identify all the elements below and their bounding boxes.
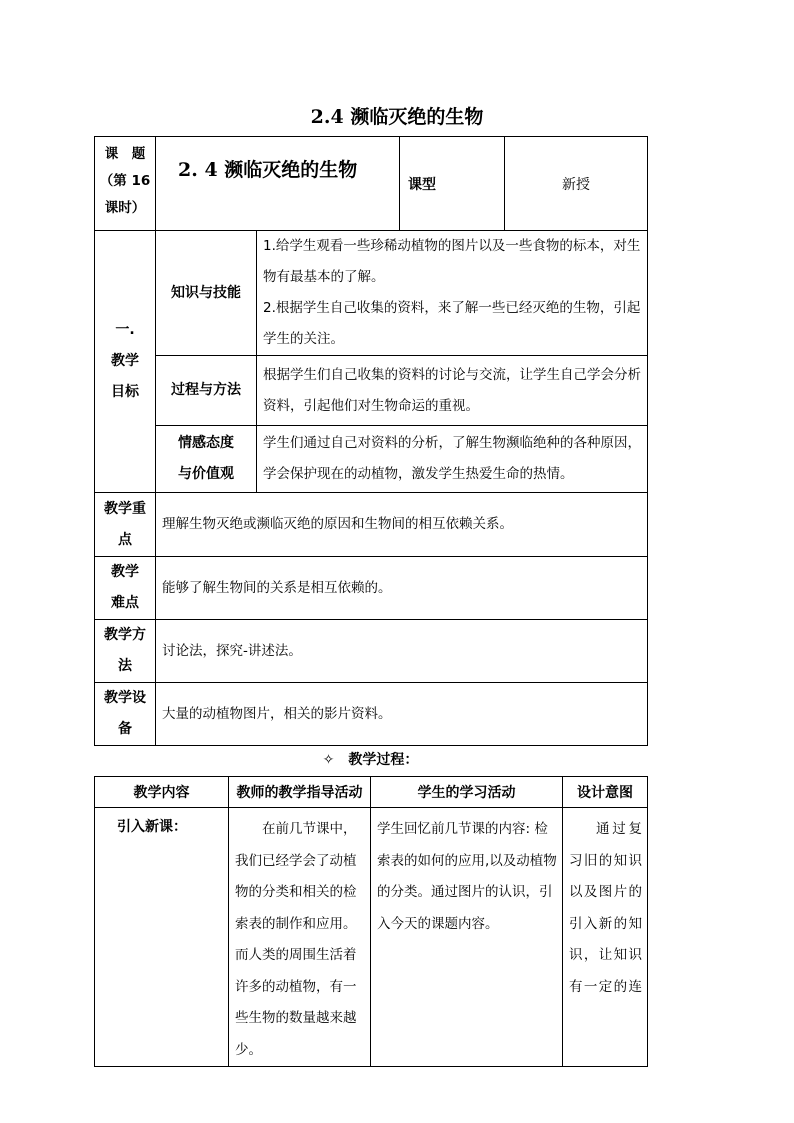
objective-text-process: 根据学生们自己收集的资料的讨论与交流，让学生自己学会分析资料，引起他们对生物命运的重视。 bbox=[257, 356, 648, 426]
objective-paragraph: 2.根据学生自己收集的资料，来了解一些已经灭绝的生物，引起学生的关注。 bbox=[263, 300, 641, 347]
course-label-line: 课时） bbox=[104, 200, 146, 216]
lesson-type-value: 新授 bbox=[505, 137, 648, 231]
lesson-info-table bbox=[94, 136, 648, 746]
course-label-line: （第 16 bbox=[99, 173, 151, 189]
design-intent-cell: 通过复习旧的知识以及图片的引入新的知识，让知识有一定的连 bbox=[563, 808, 648, 1067]
objective-text-emotion: 学生们通过自己对资料的分析，了解生物濒临绝种的各种原因，学会保护现在的动植物，激发学生热爱生命的热情。 bbox=[257, 426, 648, 493]
teacher-activity-cell: 在前几节课中，我们已经学会了动植物的分类和相关的检索表的制作和应用。而人类的周围生活着许多的动植物，有一些生物的数量越来越少。 bbox=[229, 808, 371, 1067]
difficulties-text: 能够了解生物间的关系是相互依赖的。 bbox=[156, 557, 648, 620]
column-header-teacher: 教师的教学指导活动 bbox=[229, 777, 371, 808]
row-label-line: 教学设 bbox=[104, 690, 146, 706]
process-heading bbox=[94, 747, 647, 773]
row-label-line: 法 bbox=[118, 658, 132, 674]
objectives-section-label bbox=[95, 231, 156, 493]
course-label-line: 课 题 bbox=[104, 146, 146, 162]
objective-text-knowledge bbox=[257, 231, 648, 356]
lesson-title: 2. 4 濒临灭绝的生物 bbox=[156, 137, 400, 231]
objectives-label-line: 一. bbox=[115, 322, 135, 338]
equipment-text: 大量的动植物图片，相关的影片资料。 bbox=[156, 683, 648, 746]
process-content-cell: 引入新课： bbox=[95, 808, 229, 1067]
page-title: 2.4 濒临灭绝的生物 bbox=[310, 106, 484, 128]
row-label-line: 教学重 bbox=[104, 500, 146, 517]
row-label-line: 点 bbox=[118, 531, 132, 548]
course-label-cell bbox=[95, 137, 156, 231]
process-heading-text: 教学过程： bbox=[348, 752, 419, 768]
lesson-type-label: 课型 bbox=[400, 137, 505, 231]
column-header-student: 学生的学习活动 bbox=[371, 777, 563, 808]
objectives-label-line: 目标 bbox=[111, 384, 139, 400]
row-label-line: 教学 bbox=[111, 564, 139, 580]
objective-label-line: 与价值观 bbox=[178, 466, 234, 482]
objective-label-emotion bbox=[156, 426, 257, 493]
key-points-label bbox=[95, 493, 156, 557]
difficulties-label bbox=[95, 557, 156, 620]
equipment-label bbox=[95, 683, 156, 746]
column-header-content: 教学内容 bbox=[95, 777, 229, 808]
objective-label-line: 情感态度 bbox=[178, 435, 234, 451]
row-label-line: 难点 bbox=[111, 595, 139, 611]
objective-label-knowledge: 知识与技能 bbox=[156, 231, 257, 356]
column-header-intent: 设计意图 bbox=[563, 777, 648, 808]
objective-label-process: 过程与方法 bbox=[156, 356, 257, 426]
objective-paragraph: 1.给学生观看一些珍稀动植物的图片以及一些食物的标本，对生物有最基本的了解。 bbox=[263, 238, 641, 285]
methods-label bbox=[95, 620, 156, 683]
teaching-process-table bbox=[94, 776, 648, 1067]
key-points-text: 理解生物灭绝或濒临灭绝的原因和生物间的相互依赖关系。 bbox=[156, 493, 648, 557]
objectives-label-line: 教学 bbox=[111, 353, 139, 369]
diamond-bullet-icon: ✧ bbox=[322, 752, 335, 768]
row-label-line: 教学方 bbox=[104, 627, 146, 643]
row-label-line: 备 bbox=[118, 721, 132, 737]
student-activity-cell: 学生回忆前几节课的内容: 检索表的如何的应用,以及动植物的分类。通过图片的认识，引入今天的课题内容。 bbox=[371, 808, 563, 1067]
methods-text: 讨论法，探究-讲述法。 bbox=[156, 620, 648, 683]
